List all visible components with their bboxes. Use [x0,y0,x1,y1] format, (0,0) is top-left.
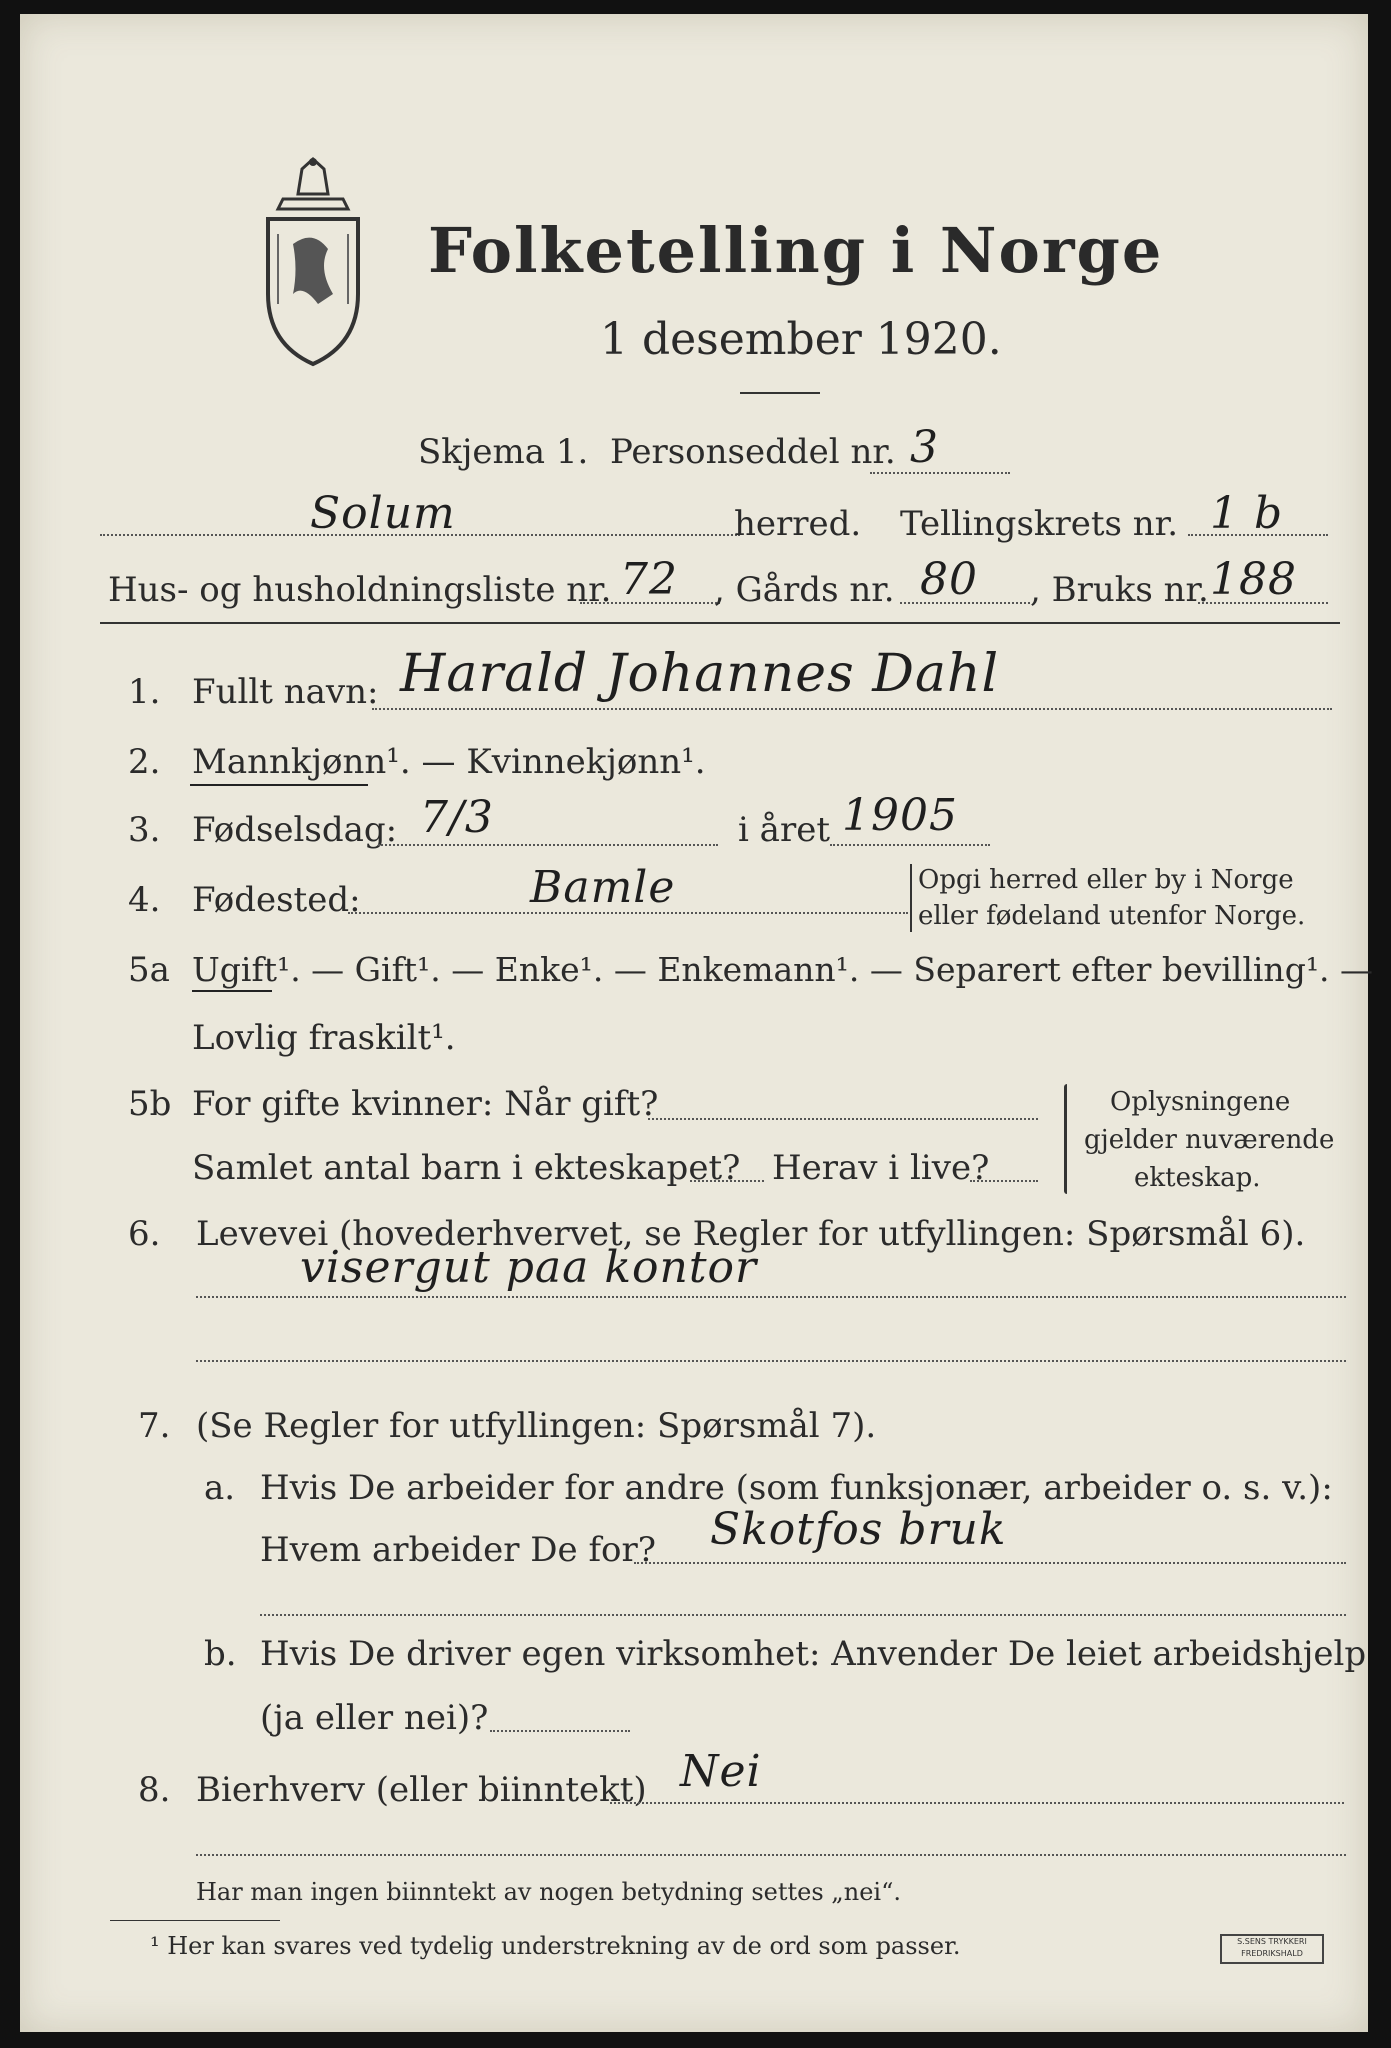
q3-label: Fødselsdag: [192,810,398,850]
year-label: i året [738,810,830,850]
q5b-line1: For gifte kvinner: Når gift? [192,1084,659,1124]
birthplace-value: Bamle [530,862,676,913]
q7-number: 7. [138,1406,171,1446]
gards-value: 80 [920,554,978,605]
personseddel-label: Personseddel nr. [610,432,896,472]
q7a-employer-label: Hvem arbeider De for? [260,1530,656,1570]
birth-year-value: 1905 [842,790,958,841]
q4-number: 4. [128,880,161,920]
q5a-status-options: Ugift¹. — Gift¹. — Enke¹. — Enkemann¹. — Separert efter bevilling¹. — [192,950,1374,989]
q5b-note-bracket [1064,1084,1070,1194]
q6-label: Levevei (hovederhvervet, se Regler for utfyllingen: Spørsmål 6). [196,1214,1306,1254]
full-name-value: Harald Johannes Dahl [400,644,1000,704]
q8-label: Bierhverv (eller biinntekt) [196,1770,647,1810]
tellingskrets-label: Tellingskrets nr. [900,504,1179,544]
q5b-number: 5b [128,1084,172,1124]
q6-line2 [196,1360,1346,1362]
printer-stamp: S.SENS TRYKKERI FREDRIKSHALD [1220,1934,1324,1964]
q5a-line2: Lovlig fraskilt¹. [192,1018,456,1058]
side-income-value: Nei [680,1746,762,1797]
q1-number: 1. [128,672,161,712]
q5b-note-line2: gjelder nuværende [1084,1125,1335,1155]
herred-value: Solum [310,488,456,539]
hus-label: Hus- og husholdningsliste nr. [108,570,612,610]
employer-value: Skotfos bruk [710,1504,1007,1555]
census-form [20,14,1374,2032]
q6-line1 [196,1296,1346,1298]
hus-value: 72 [620,554,678,605]
q4-note-bracket [910,864,912,932]
personseddel-value: 3 [910,422,939,473]
schema-label: Skjema 1. [418,432,589,472]
q7a-employer-line [634,1562,1346,1564]
q5b-alive-line [970,1180,1038,1182]
q7b-answer-line [490,1730,630,1732]
q7b-line2: (ja eller nei)? [260,1698,489,1738]
q7b-line1: Hvis De driver egen virksomhet: Anvender De leiet arbeidshjelp [260,1634,1367,1674]
header-separator [100,622,1340,624]
q4-note-line2: eller fødeland utenfor Norge. [918,901,1306,931]
q5b-note-line1: Oplysningene [1110,1087,1291,1117]
gards-label: , Gårds nr. [714,570,895,610]
q5a-number: 5a [128,950,170,990]
q1-label: Fullt navn: [192,672,379,712]
q5b-children-line [690,1180,764,1182]
q7-label: (Se Regler for utfyllingen: Spørsmål 7). [196,1406,877,1446]
q2-number: 2. [128,742,161,782]
q5b-note-line3: ekteskap. [1134,1163,1261,1193]
birthday-value: 7/3 [420,792,494,843]
q3-line [378,844,718,846]
footnote-divider [110,1920,280,1921]
q6-number: 6. [128,1214,161,1254]
herred-label: herred. [734,504,862,544]
footer-note: Har man ingen biinntekt av nogen betydning settes „nei“. [196,1878,901,1906]
mannkjonn-underline [190,784,368,786]
q7a-letter: a. [204,1468,236,1508]
q5b-alive-label: Herav i live? [772,1148,990,1188]
q4-label: Fødested: [192,880,361,920]
q5b-children-label: Samlet antal barn i ekteskapet? [192,1148,741,1188]
occupation-value: visergut paa kontor [300,1242,758,1293]
bruks-label: , Bruks nr. [1030,570,1209,610]
q5b-married-line [648,1118,1038,1120]
q2-gender-options: Mannkjønn¹. — Kvinnekjønn¹. [192,742,706,782]
q4-note-line1: Opgi herred eller by i Norge [918,865,1294,895]
tellingskrets-value: 1 b [1210,488,1284,539]
personseddel-line [870,472,1010,474]
q7a-line2 [260,1614,1346,1616]
bruks-value: 188 [1210,554,1297,605]
coat-of-arms-icon [258,154,368,369]
q8-number: 8. [138,1770,171,1810]
q7b-letter: b. [204,1634,237,1674]
ugift-underline [192,990,272,992]
footnote: ¹ Her kan svares ved tydelig understrekning av de ord som passer. [150,1932,961,1960]
year-line [830,844,990,846]
q8-line2 [196,1854,1346,1856]
q3-number: 3. [128,810,161,850]
census-date: 1 desember 1920. [600,314,1002,365]
title-divider [740,392,820,394]
q1-line [372,708,1332,710]
form-title: Folketelling i Norge [428,214,1164,287]
q8-line [610,1802,1344,1804]
q7a-line1: Hvis De arbeider for andre (som funksjonær, arbeider o. s. v.): [260,1468,1333,1508]
